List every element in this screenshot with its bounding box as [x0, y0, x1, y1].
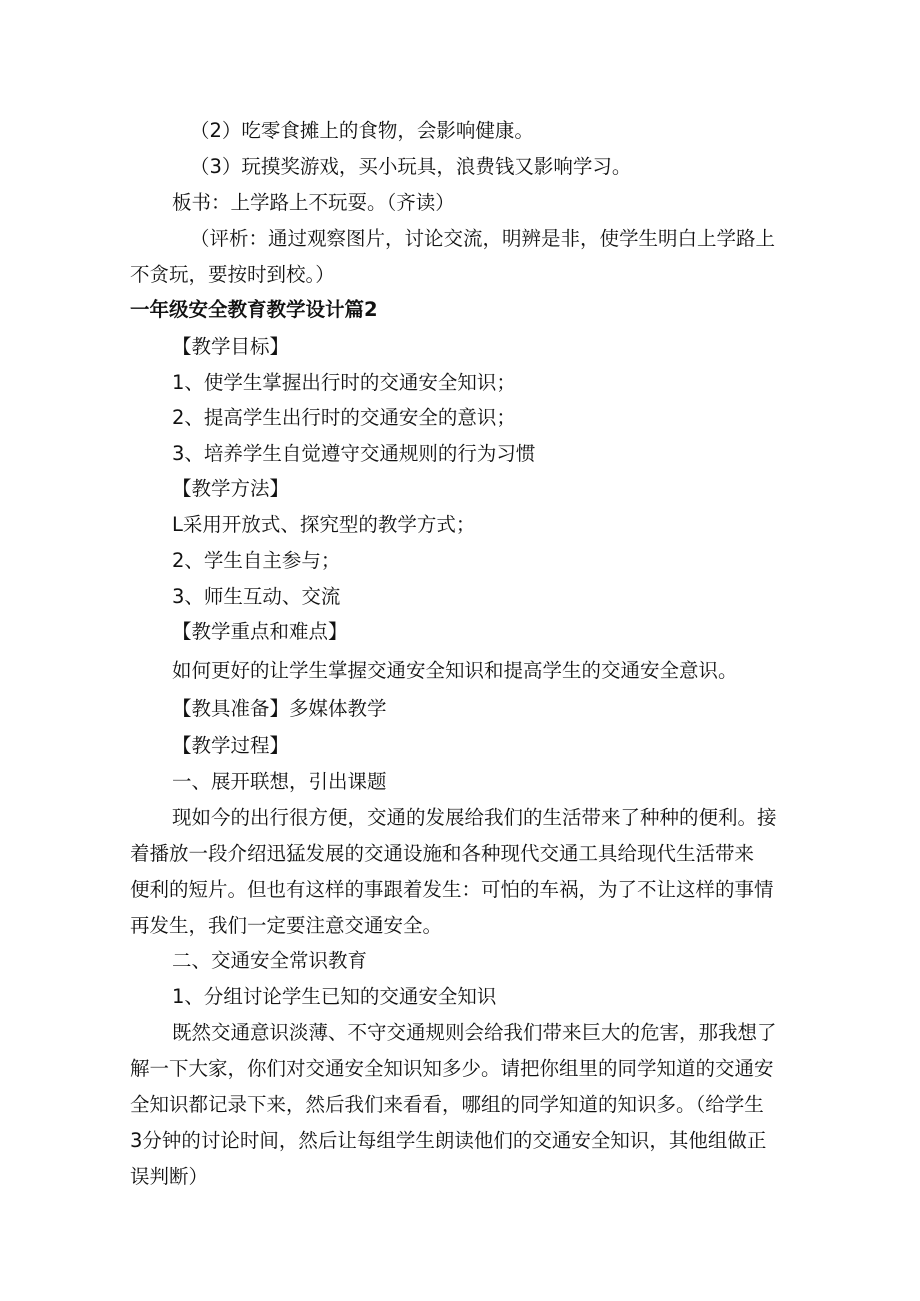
list-item: 3、师生互动、交流	[172, 585, 341, 608]
section-heading: 【教学重点和难点】	[172, 620, 348, 643]
subsection-heading: 二、交通安全常识教育	[172, 949, 368, 972]
paragraph-line: 着播放一段介绍迅猛发展的交通设施和各种现代交通工具给现代生活带来	[130, 842, 755, 865]
text-line: （评析：通过观察图片，讨论交流，明辨是非，使学生明白上学路上	[190, 227, 776, 250]
paragraph-line: 既然交通意识淡薄、不守交通规则会给我们带来巨大的危害，那我想了	[172, 1021, 777, 1044]
text-line: （3）玩摸奖游戏，买小玩具，浪费钱又影响学习。	[190, 155, 632, 178]
section-heading: 【教学过程】	[172, 734, 290, 757]
text-line: 板书：上学路上不玩耍。（齐读）	[172, 191, 455, 214]
text-line: 不贪玩，要按时到校。）	[130, 263, 335, 286]
section-heading: 【教学目标】	[172, 335, 290, 358]
paragraph-line: 误判断）	[130, 1165, 209, 1188]
paragraph-line: 解一下大家，你们对交通安全知识知多少。请把你组里的同学知道的交通安	[130, 1057, 774, 1080]
subsection-heading: 1、分组讨论学生已知的交通安全知识	[172, 985, 497, 1008]
section-heading: 【教具准备】多媒体教学	[172, 697, 387, 720]
list-item: 2、学生自主参与；	[172, 549, 341, 572]
list-item: 3、培养学生自觉遵守交通规则的行为习惯	[172, 442, 536, 465]
section-heading: 【教学方法】	[172, 477, 290, 500]
paragraph-line: 现如今的出行很方便，交通的发展给我们的生活带来了种种的便利。接	[172, 806, 777, 829]
list-item: 2、提高学生出行时的交通安全的意识；	[172, 406, 516, 429]
text-line: （2）吃零食摊上的食物，会影响健康。	[190, 119, 534, 142]
paragraph-line: 全知识都记录下来，然后我们来看看，哪组的同学知道的知识多。（给学生	[130, 1093, 764, 1116]
paragraph-line: 3分钟的讨论时间，然后让每组学生朗读他们的交通安全知识，其他组做正	[130, 1129, 767, 1152]
paragraph-line: 再发生，我们一定要注意交通安全。	[130, 914, 443, 937]
list-item: 1、使学生掌握出行时的交通安全知识；	[172, 371, 516, 394]
paragraph-line: 便利的短片。但也有这样的事跟着发生：可怕的车祸，为了不让这样的事情	[130, 878, 774, 901]
list-item: L采用开放式、探究型的教学方式；	[172, 513, 476, 536]
section-title: 一年级安全教育教学设计篇2	[130, 298, 378, 321]
subsection-heading: 一、展开联想，引出课题	[172, 770, 387, 793]
text-line: 如何更好的让学生掌握交通安全知识和提高学生的交通安全意识。	[172, 659, 738, 682]
